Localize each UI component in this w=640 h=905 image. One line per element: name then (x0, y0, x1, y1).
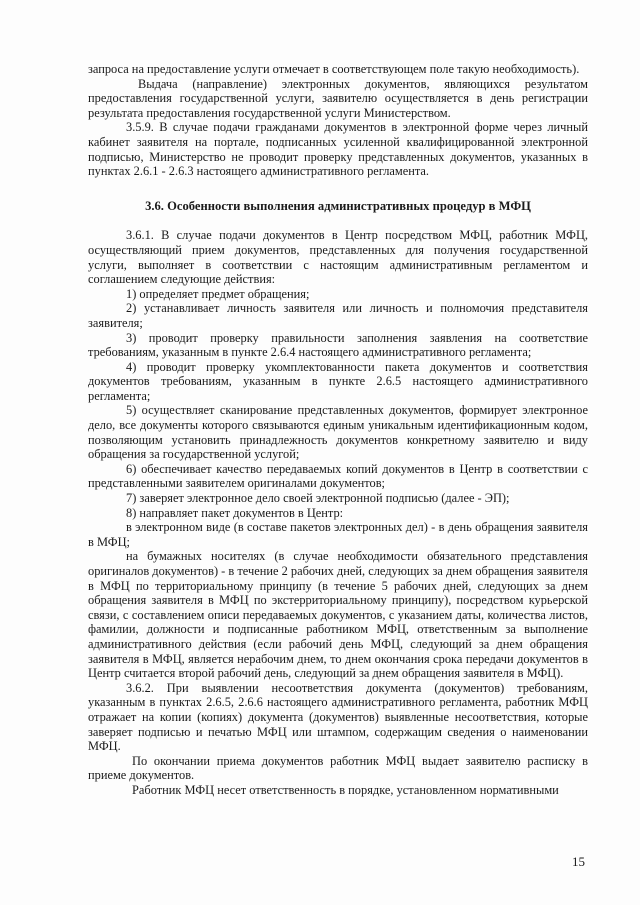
list-item: 6) обеспечивает качество передаваемых копий документов в Центр в соответствии с представленными заявителем оригиналами документов; (88, 461, 588, 491)
page-number: 15 (572, 854, 585, 869)
list-item: 4) проводит проверку укомплектованности пакета документов и соответствия документов требованиям, указанным в пункте 2.6.5 настоящего административного регламента; (88, 359, 588, 403)
paragraph: 3.5.9. В случае подачи гражданами документов в электронной форме через личный кабинет заявителя на портале, подписанных усиленной квалифицированной электронной подписью, Министерство не проводит проверку представленных документов, указанных в пунктах 2.6.1 - 2.6.3 настоящего административного регламента. (88, 120, 588, 179)
paragraph: на бумажных носителях (в случае необходимости обязательного представления оригиналов документов) - в течение 2 рабочих дней, следующих за днем обращения заявителя в МФЦ по территориальному принципу (в течение 5 рабочих дней, следующих за днем обращения заявителя в МФЦ по экстерриториальному принципу), посредством курьерской связи, с составлением описи передаваемых документов, с указанием даты, количества листов, фамилии, должности и подписанные работником МФЦ, ответственным за выполнение административного действия (если рабочий день МФЦ, следующий за днем обращения заявителя в МФЦ, является нерабочим днем, то днем окончания срока передачи документов в Центр считается второй рабочий день, следующий за днем обращения заявителя в МФЦ). (88, 549, 588, 681)
list-item: 1) определяет предмет обращения; (126, 286, 310, 301)
list-item: 7) заверяет электронное дело своей электронной подписью (далее - ЭП); (126, 491, 510, 506)
document-body (88, 62, 588, 798)
paragraph: По окончании приема документов работник МФЦ выдает заявителю расписку в приеме документов. (88, 753, 588, 783)
paragraph: запроса на предоставление услуги отмечает в соответствующем поле такую необходимость). (88, 62, 580, 76)
list-item: 3) проводит проверку правильности заполнения заявления на соответствие требованиям, указанным в пункте 2.6.4 настоящего административного регламента; (88, 330, 588, 360)
paragraph: 3.6.1. В случае подачи документов в Центр посредством МФЦ, работник МФЦ, осуществляющий прием документов, представленных для получения государственной услуги, выполняет в соответствии с настоящим административным регламентом и соглашением следующие действия: (88, 228, 588, 287)
paragraph: 3.6.2. При выявлении несоответствия документа (документов) требованиям, указанным в пунктах 2.6.5, 2.6.6 настоящего административного регламента, работник МФЦ отражает на копии (копиях) документа (документов) выявленные несоответствия, которые заверяет подписью и печатью МФЦ или штампом, содержащим сведения о наименовании МФЦ. (88, 680, 588, 754)
paragraph: Выдача (направление) электронных документов, являющихся результатом предоставления государственной услуги, заявителю осуществляется в день регистрации результата предоставления государственной услуги Министерством. (88, 76, 588, 120)
paragraph: Работник МФЦ несет ответственность в порядке, установленном нормативными (132, 782, 559, 797)
list-item: 8) направляет пакет документов в Центр: (126, 505, 344, 520)
section-heading: 3.6. Особенности выполнения административных процедур в МФЦ (145, 198, 531, 213)
paragraph: в электронном виде (в составе пакетов электронных дел) - в день обращения заявителя в МФЦ; (88, 520, 588, 549)
list-item: 2) устанавливает личность заявителя или личность и полномочия представителя заявителя; (88, 301, 588, 330)
list-item: 5) осуществляет сканирование представленных документов, формирует электронное дело, все документы которого связываются единым уникальным идентификационным кодом, позволяющим установить принадлежность документов конкретному заявителю и виду обращения за государственной услугой; (88, 403, 588, 462)
